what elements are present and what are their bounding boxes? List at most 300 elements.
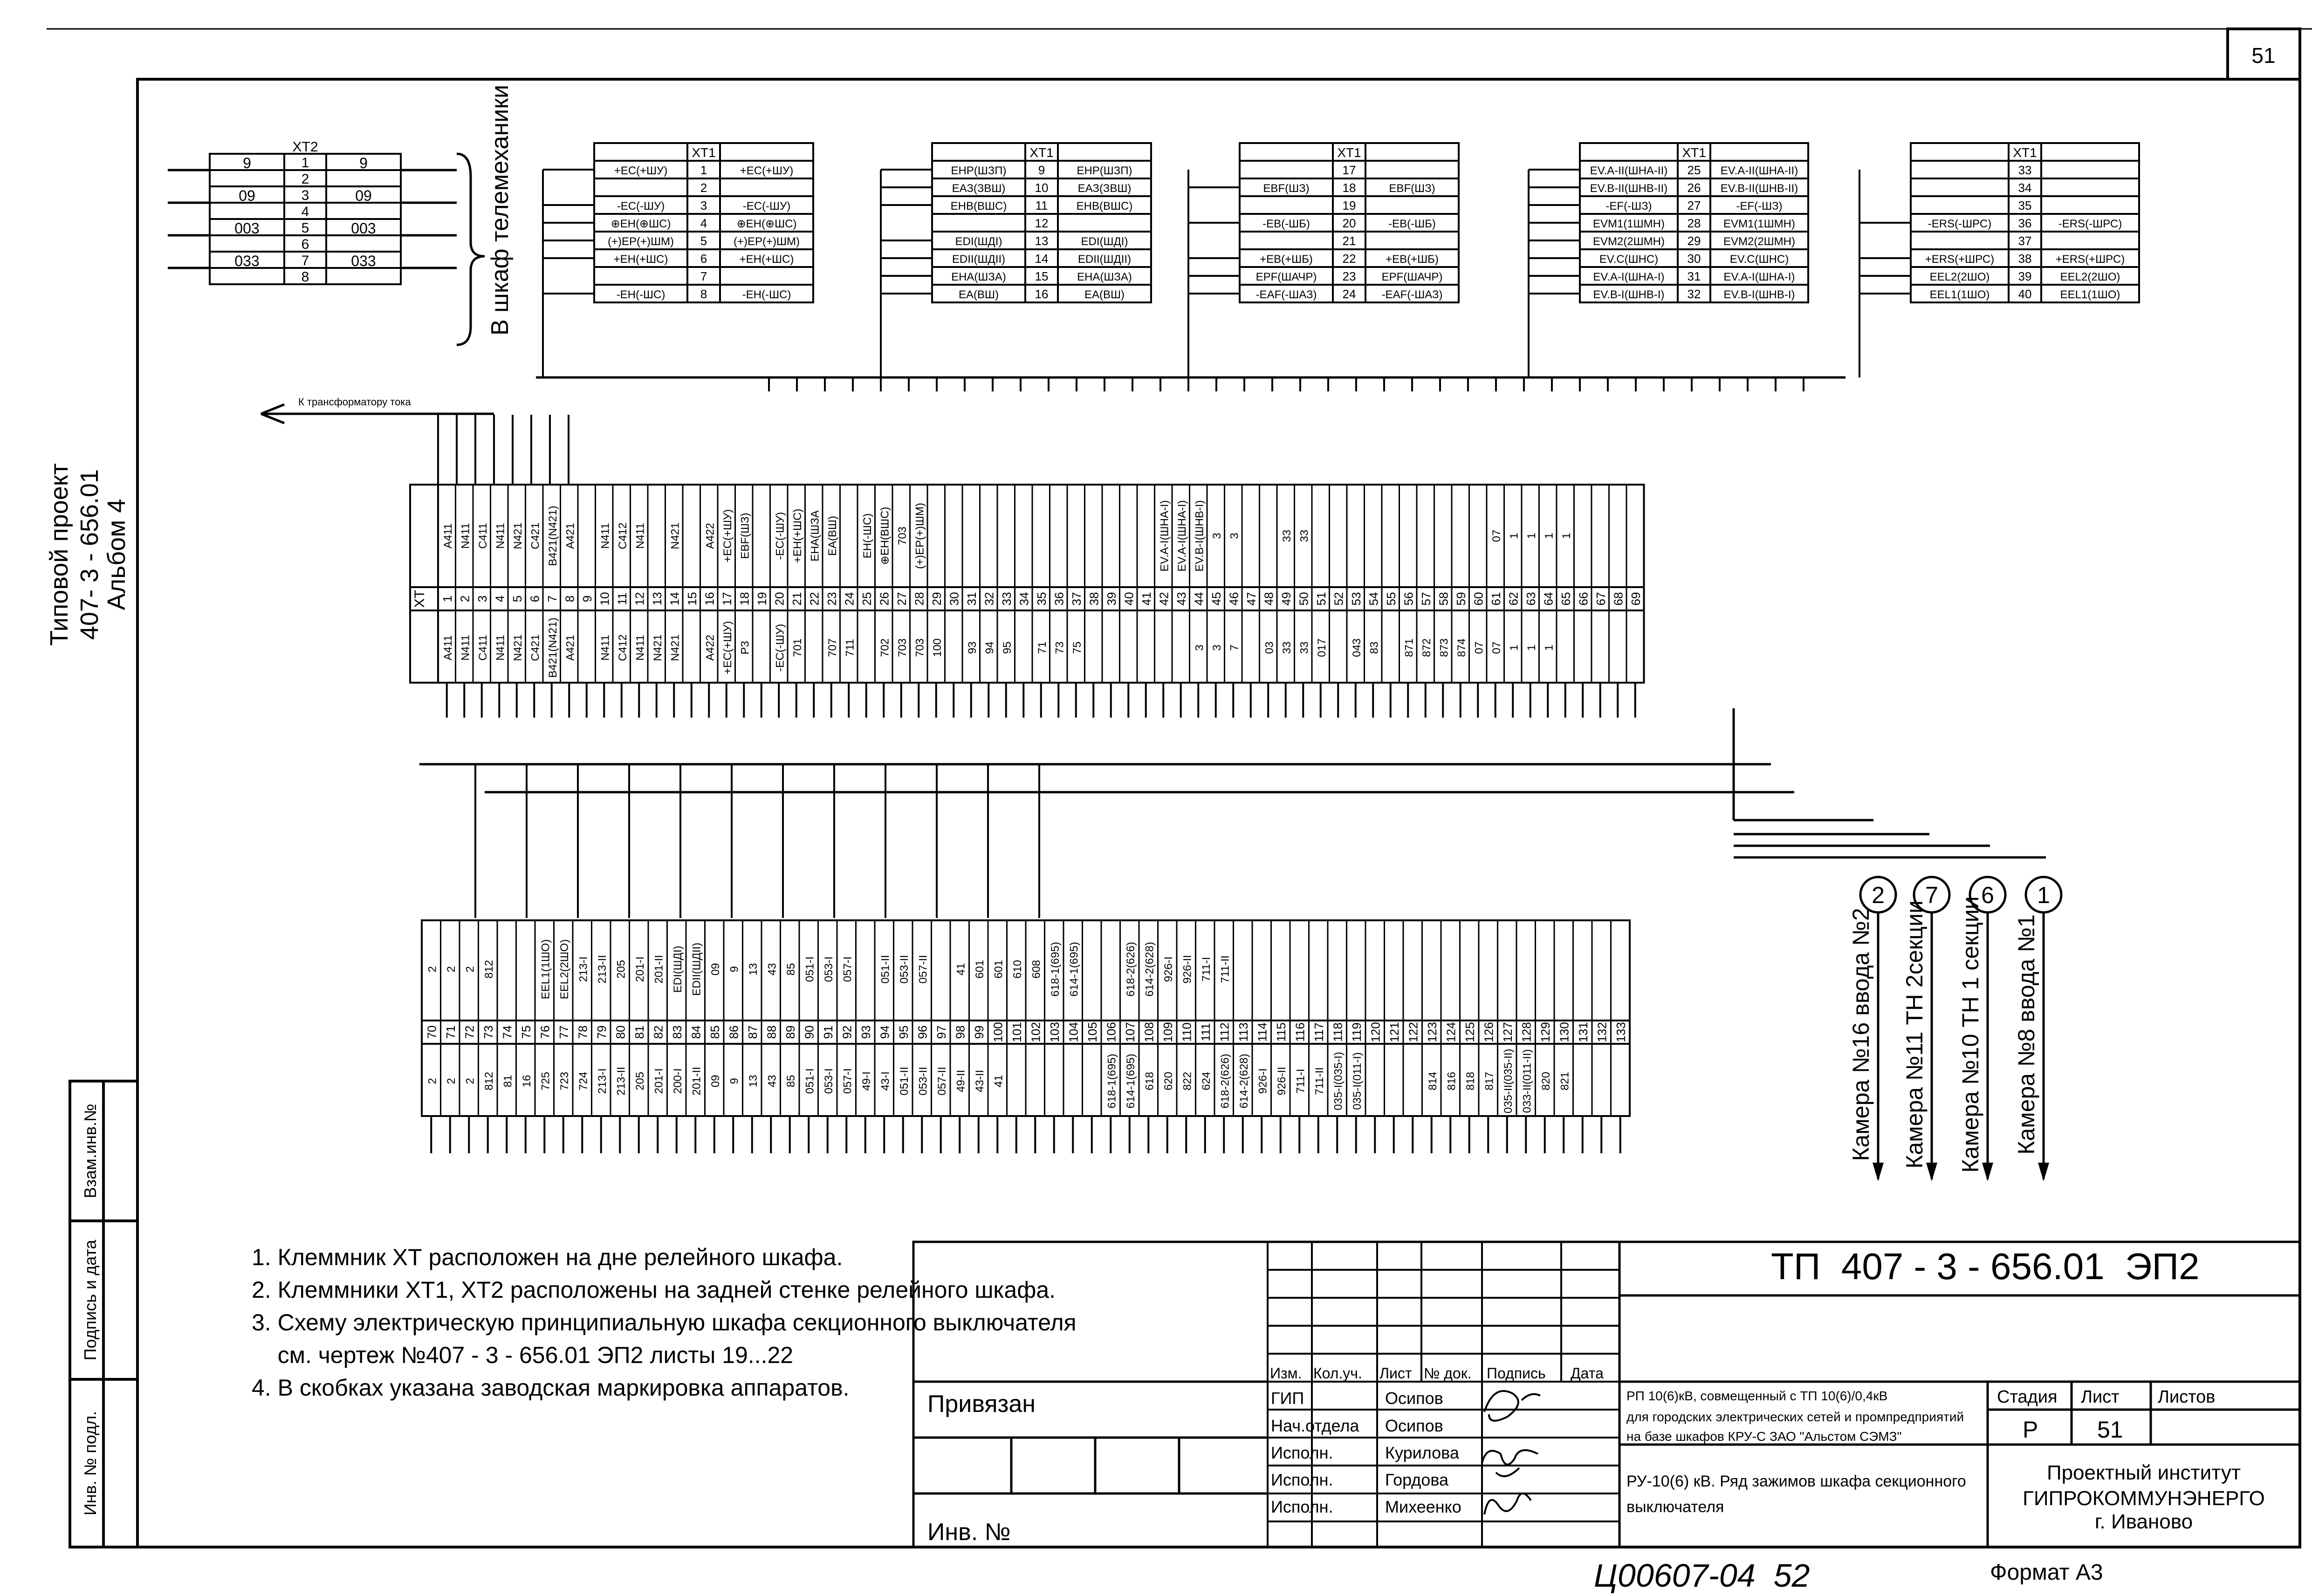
title-block [913, 1242, 2300, 1547]
lower-terminal-number: 80 [613, 1025, 628, 1039]
xt-terminal-number: 12 [632, 592, 647, 606]
xt-terminal-number: 42 [1157, 592, 1171, 606]
lower-top-label: 051-I [803, 956, 816, 982]
lower-top-label: ЕЕL2(2ШО) [558, 939, 571, 1000]
cell [594, 267, 687, 285]
lower-top-label: 926-II [1181, 955, 1194, 984]
xt2-number: 1 [301, 155, 309, 171]
arrow-head [1873, 1163, 1884, 1181]
xt-terminal-number: 63 [1523, 592, 1538, 606]
xt1-number: 5 [700, 234, 707, 248]
camera-label: Камера №10 ТН 1 секции [1957, 896, 1983, 1173]
xt1-right: ЕDI(ШДI) [1081, 235, 1128, 248]
xt-terminal-number: 58 [1436, 592, 1451, 606]
xt1-number: 10 [1035, 181, 1049, 195]
xt1-left: +ЕС(+ШУ) [614, 164, 668, 177]
lower-terminal-number: 99 [972, 1025, 986, 1039]
cell [326, 268, 401, 284]
xt1-right: -ЕRS(-ШРС) [2058, 218, 2122, 230]
lower-top-label: 711-II [1219, 955, 1232, 983]
lower-top-label: 057-I [841, 956, 854, 982]
privyazan: Привязан [927, 1391, 1036, 1418]
xt1-number: 8 [700, 287, 707, 301]
xt-terminal-number: 26 [877, 592, 892, 606]
lower-top-label: 614-1(695) [1068, 942, 1081, 997]
xt-bottom-label: N411 [599, 635, 612, 661]
xt1-right: ЕРF(ШАЧР) [1381, 271, 1443, 283]
xt1-right: ЕЕL1(1ШО) [2060, 288, 2120, 301]
xt-bottom-label: В421(N421) [546, 617, 559, 678]
cell [594, 178, 687, 196]
xt1-right: -ЕС(-ШУ) [742, 200, 791, 212]
left-strip-labels [81, 1103, 100, 1515]
xt-bottom-label: 874 [1455, 638, 1468, 658]
camera-label: Камера №16 ввода №2 [1848, 908, 1874, 1161]
lower-bottom-label: 035-I(011-I) [1351, 1052, 1364, 1110]
xt1-header: ХТ1 [1337, 145, 1361, 160]
xt-top-label: 3 [1210, 533, 1223, 539]
xt1-number: 20 [1342, 216, 1356, 230]
xt-bottom-label: 33 [1298, 641, 1311, 654]
lower-terminal-number: 85 [707, 1025, 722, 1039]
lower-bottom-label: 2 [445, 1078, 458, 1084]
xt1-left: ЕНА(ШЗА) [951, 271, 1006, 283]
xt-terminal-number: 11 [615, 592, 629, 605]
lower-bottom-label: 812 [482, 1071, 495, 1091]
xt1-left: +ЕRS(+ШРС) [1925, 253, 1995, 266]
lower-terminal-number: 96 [915, 1025, 930, 1039]
lower-bottom-label: 816 [1445, 1071, 1458, 1091]
lower-bottom-label: 821 [1558, 1071, 1571, 1091]
svg-text:Осипов: Осипов [1385, 1389, 1443, 1408]
xt-terminal-number: 30 [947, 592, 961, 606]
xt1-number: 21 [1342, 234, 1356, 248]
xt1-right: +ЕН(+ШС) [739, 253, 794, 266]
xt-top-label: ЕА(ВШ) [826, 515, 839, 556]
lower-bottom-label: 2 [426, 1078, 439, 1084]
xt1-number: 19 [1342, 199, 1356, 212]
xt-top-label: 1 [1525, 533, 1538, 539]
xt1-number: 15 [1035, 269, 1049, 283]
svg-text:Альбом 4: Альбом 4 [103, 499, 130, 610]
cell [1365, 196, 1459, 214]
cell [1580, 143, 1678, 161]
xt-bottom-label: 07 [1490, 641, 1503, 654]
xt-bottom-label: 703 [896, 638, 909, 658]
signature-1 [1484, 1391, 1540, 1421]
lower-terminal-number: 124 [1444, 1022, 1458, 1042]
lower-terminal-number: 76 [538, 1025, 552, 1039]
lower-terminal-number: 72 [462, 1025, 477, 1039]
lower-top-label: 201-I [633, 956, 646, 982]
lower-bottom-label: 43 [766, 1075, 779, 1088]
lower-bottom-label: 43-I [879, 1071, 892, 1091]
xt-terminal-number: 21 [789, 592, 804, 606]
xt-terminal-number: 33 [999, 592, 1014, 606]
xt1-left: ⊕ЕН(⊕ШС) [611, 218, 671, 230]
xt1-left: ЕV.B-I(ШНВ-I) [1593, 288, 1665, 301]
xt2-number: 6 [301, 237, 309, 252]
xt-terminal-number: 25 [859, 592, 874, 606]
xt-bottom-label: 703 [913, 638, 926, 658]
lower-bottom-label: 818 [1464, 1071, 1477, 1091]
xt-terminal-number: 3 [475, 595, 489, 603]
lower-bottom-label: 49-I [860, 1071, 873, 1091]
xt1-left: -ЕF(-ШЗ) [1605, 200, 1652, 212]
lower-bottom-label: 41 [992, 1075, 1005, 1088]
lower-bottom-label: 725 [539, 1071, 552, 1091]
xt1-header: ХТ1 [2013, 145, 2037, 160]
xt-terminal-number: 62 [1506, 592, 1521, 606]
xt1-left: ЕАЗ(ЗВШ) [952, 182, 1006, 195]
xt-bottom-label: 1 [1508, 644, 1521, 651]
xt-bottom-label: 871 [1403, 638, 1416, 658]
cell [932, 214, 1025, 232]
xt1-terminal-blocks [543, 143, 2139, 377]
xt-terminal-number: 27 [894, 592, 909, 606]
xt1-left: ЕV.C(ШНС) [1599, 253, 1659, 266]
xt2-left: 9 [243, 155, 251, 171]
lower-top-label: 711-I [1200, 957, 1213, 982]
lower-terminal-number: 105 [1085, 1022, 1099, 1042]
xt1-right: +ЕВ(+ШБ) [1386, 253, 1439, 266]
xt1-left: (+)ЕР(+)ШМ) [608, 235, 674, 248]
xt1-number: 25 [1687, 163, 1701, 177]
xt1-right: ЕV.A-I(ШНА-I) [1723, 271, 1795, 283]
svg-text:для городских электрических се: для городских электрических сетей и промпредприятий [1626, 1410, 1964, 1424]
lower-bottom-label: 9 [728, 1078, 741, 1084]
xt-terminal-number: 52 [1331, 592, 1346, 606]
lower-terminal-number: 89 [783, 1025, 797, 1039]
xt-bottom-label: -ЕС(-ШУ) [774, 623, 787, 672]
arrow-head [2038, 1163, 2049, 1181]
xt-top-label: 07 [1490, 529, 1503, 542]
xt1-left: ЕА(ВШ) [958, 288, 999, 301]
xt1-left: ЕНР(ШЗП) [951, 164, 1007, 177]
xt-terminal-number: 17 [720, 592, 734, 606]
xt-terminal-number: 44 [1192, 592, 1206, 606]
cell [1058, 143, 1151, 161]
xt-bottom-label: 873 [1438, 638, 1451, 658]
xt-terminal-number: 40 [1122, 592, 1136, 606]
xt-terminal-number: 16 [702, 592, 717, 606]
xt-bottom-label: 1 [1543, 644, 1556, 651]
xt-bottom-label: 701 [791, 638, 804, 658]
xt-bottom-label: 707 [826, 638, 839, 658]
camera-marker-number: 7 [1925, 882, 1938, 908]
cell [1911, 161, 2009, 178]
cell [2041, 143, 2139, 161]
lower-terminal-number: 130 [1557, 1022, 1571, 1042]
xt1-number: 4 [700, 216, 707, 230]
xt1-number: 9 [1038, 163, 1045, 177]
xt1-right: -ЕВ(-ШБ) [1388, 218, 1436, 230]
lower-bottom-label: 13 [747, 1075, 760, 1088]
xt-terminal-number: 4 [493, 595, 507, 603]
lower-terminal-number: 123 [1425, 1022, 1439, 1042]
lower-top-label: 618-2(626) [1124, 942, 1137, 997]
xt-terminal-number: 2 [458, 595, 472, 603]
xt1-header: ХТ1 [1029, 145, 1054, 160]
lower-top-label: 601 [992, 959, 1005, 979]
xt1-left: ЕНВ(ВШС) [950, 200, 1007, 212]
svg-text:Гордова: Гордова [1385, 1470, 1449, 1489]
xt1-number: 12 [1035, 216, 1049, 230]
xt-terminal-number: 60 [1471, 592, 1486, 606]
xt-bottom-label: 1 [1525, 644, 1538, 651]
xt1-right: ЕАЗ(ЗВШ) [1077, 182, 1132, 195]
lower-top-label: 2 [464, 966, 477, 973]
svg-text:Осипов: Осипов [1385, 1416, 1443, 1435]
lower-terminal-number: 128 [1519, 1022, 1534, 1042]
lower-top-label: 205 [615, 959, 628, 979]
xt1-left: ЕV.A-I(ШНА-I) [1593, 271, 1665, 283]
xt-terminal-number: 36 [1052, 592, 1066, 606]
cell [2041, 232, 2139, 249]
xt-terminal-number: 6 [528, 595, 542, 603]
xt-top-label: N411 [494, 523, 507, 549]
svg-text:РП 10(6)кВ, совмещенный с ТП 1: РП 10(6)кВ, совмещенный с ТП 10(6)/0,4кВ [1626, 1389, 1888, 1403]
xt1-left: -ЕАF(-ШАЗ) [1255, 288, 1317, 301]
note-2: 2. Клеммники ХТ1, ХТ2 расположены на задней стенке релейного шкафа. [252, 1277, 1056, 1303]
lower-terminal-number: 103 [1047, 1022, 1062, 1042]
lower-top-label: 41 [954, 963, 967, 976]
lower-terminal-number: 125 [1462, 1022, 1477, 1042]
svg-text:Подпись: Подпись [1487, 1365, 1546, 1382]
xt2-right: 09 [355, 187, 372, 204]
sheet-number: 51 [2251, 43, 2276, 68]
lower-bottom-label: 213-I [596, 1068, 609, 1094]
xt-terminal-number: 48 [1262, 592, 1276, 606]
xt1-left: -ЕН(-ШС) [616, 288, 665, 301]
xt-top-label: 33 [1298, 529, 1311, 542]
lower-bottom-label: 035-I(035-I) [1332, 1052, 1345, 1110]
lower-top-label: 608 [1030, 959, 1043, 979]
lower-bottom-label: 723 [558, 1071, 571, 1091]
xt-terminal-number: 28 [912, 592, 926, 606]
lower-bottom-label: 618 [1143, 1071, 1156, 1091]
xt1-left: ЕЕL1(1ШО) [1929, 288, 1990, 301]
lower-terminal-number: 84 [689, 1025, 703, 1039]
xt2-number: 7 [301, 253, 309, 268]
xt-terminal-number: 7 [545, 595, 559, 603]
xt1-left: +ЕВ(+ШБ) [1260, 253, 1313, 266]
lower-bottom-label: 053-II [917, 1067, 930, 1096]
lower-bottom-label: 817 [1483, 1071, 1496, 1091]
lower-bottom-label: 051-II [898, 1067, 911, 1096]
xt-terminal-number: 34 [1017, 592, 1031, 606]
cell [210, 235, 284, 252]
svg-text:Лист: Лист [2081, 1387, 2120, 1407]
lower-terminal-strip [422, 920, 1630, 1153]
lower-bottom-label: 822 [1181, 1071, 1194, 1091]
xt-bottom-label: С412 [616, 634, 629, 661]
xt-top-label: ЕV.A-I(ШНА-I) [1158, 500, 1171, 572]
lower-bottom-label: 614-1(695) [1124, 1054, 1137, 1109]
cell [1240, 161, 1333, 178]
xt-terminal-number: 1 [440, 595, 454, 603]
xt-terminal-number: 45 [1209, 592, 1223, 606]
xt-bottom-label: 07 [1473, 641, 1486, 654]
cell [932, 143, 1025, 161]
xt-bottom-label: 93 [966, 641, 979, 654]
xt-terminal-number: 66 [1576, 592, 1591, 606]
lower-terminal-number: 82 [651, 1025, 665, 1039]
xt-terminal-number: 49 [1279, 592, 1293, 606]
lower-terminal-number: 70 [425, 1025, 439, 1039]
xt-bottom-label: 872 [1420, 638, 1433, 658]
lower-terminal-number: 100 [991, 1022, 1005, 1042]
xt-header: ХТ [412, 589, 427, 608]
lower-top-label: 051-II [879, 955, 892, 984]
xt1-header: ХТ1 [692, 145, 716, 160]
xt1-number: 3 [700, 199, 707, 212]
lower-terminal-number: 131 [1576, 1022, 1590, 1042]
xt-top-label: А422 [704, 522, 717, 549]
cell [1911, 196, 2009, 214]
xt1-left: +ЕН(+ШС) [613, 253, 668, 266]
lower-terminal-number: 91 [821, 1025, 835, 1039]
lower-bottom-label: 624 [1200, 1071, 1213, 1091]
xt1-right: ЕDII(ШДII) [1077, 253, 1132, 266]
xt1-left: ЕЕL2(2ШО) [1929, 271, 1990, 283]
svg-text:Стадия: Стадия [1997, 1387, 2058, 1407]
xt1-right: ЕVМ1(1ШМН) [1723, 218, 1796, 230]
xt1-right: ЕНВ(ВШС) [1076, 200, 1133, 212]
xt1-number: 29 [1687, 234, 1701, 248]
lower-bottom-label: 85 [784, 1075, 797, 1088]
svg-text:Подпись и дата: Подпись и дата [81, 1240, 100, 1361]
xt-terminal-number: 29 [929, 592, 944, 606]
xt-top-label: N421 [669, 522, 682, 549]
xt-bottom-label: А421 [564, 634, 577, 661]
xt-terminal-number: 57 [1419, 592, 1433, 606]
svg-text:Листов: Листов [2158, 1387, 2216, 1407]
lower-terminal-number: 116 [1293, 1022, 1307, 1042]
lower-bottom-label: 09 [709, 1075, 722, 1088]
xt2-left: 033 [234, 253, 260, 269]
lower-top-label: 614-2(628) [1143, 942, 1156, 997]
xt-terminal-number: 43 [1174, 592, 1188, 606]
xt2-number: 2 [301, 171, 309, 187]
xt-top-label: (+)ЕР(+)ШМ) [913, 503, 926, 569]
lower-top-label: ЕDI(ШДI) [671, 945, 684, 993]
xt-bottom-label: 33 [1280, 641, 1293, 654]
xt1-number: 14 [1035, 252, 1049, 266]
xt-terminal-number: 23 [824, 592, 839, 606]
lower-top-label: 618-1(695) [1049, 942, 1062, 997]
xt1-number: 33 [2018, 163, 2032, 177]
lower-bottom-label: 711-II [1313, 1067, 1326, 1095]
cell [210, 268, 284, 284]
xt-terminal-number: 37 [1069, 592, 1084, 606]
xt-top-label: N411 [599, 523, 612, 549]
xt-top-label: А421 [564, 522, 577, 549]
lower-bottom-label: 926-II [1275, 1067, 1288, 1096]
cell [594, 143, 687, 161]
xt1-left: ЕDI(ШДI) [955, 235, 1002, 248]
svg-text:Исполн.: Исполн. [1271, 1470, 1333, 1489]
xt-bottom-label: 71 [1036, 641, 1049, 654]
svg-text:Нач.отдела: Нач.отдела [1271, 1416, 1359, 1435]
xt-terminal-number: 68 [1611, 592, 1626, 606]
xt1-number: 17 [1342, 163, 1356, 177]
xt-terminal-number: 8 [563, 595, 577, 603]
xt-top-label: N411 [459, 523, 472, 549]
cell [2041, 161, 2139, 178]
lower-top-label: 213-I [577, 956, 590, 982]
xt-top-label: А411 [441, 523, 454, 549]
lower-bottom-label: 814 [1426, 1071, 1439, 1091]
xt2-right: 003 [351, 220, 376, 237]
svg-text:№ док.: № док. [1424, 1365, 1472, 1382]
svg-text:К трансформатору тока: К трансформатору тока [298, 396, 411, 408]
lower-top-label: 9 [728, 966, 741, 973]
svg-text:Кол.уч.: Кол.уч. [1313, 1365, 1362, 1382]
xt1-right: ЕV.A-II(ШНА-II) [1720, 164, 1798, 177]
xt-terminal-number: 47 [1244, 592, 1258, 606]
signature-3 [1484, 1493, 1531, 1514]
xt-terminal-number: 55 [1384, 592, 1398, 606]
xt1-right: -ЕF(-ШЗ) [1736, 200, 1783, 212]
lower-terminal-number: 119 [1349, 1022, 1364, 1042]
xt1-right: ЕНА(ШЗА) [1077, 271, 1132, 283]
cell [1240, 232, 1333, 249]
xt1-header: ХТ1 [1682, 145, 1706, 160]
cell [326, 203, 401, 219]
xt-terminal-number: 65 [1558, 592, 1573, 606]
lower-bottom-label: 711-I [1294, 1069, 1307, 1094]
xt-top-label: +ЕН(+ШС) [791, 508, 804, 563]
xt-bottom-label: N421 [511, 634, 524, 661]
xt1-number: 28 [1687, 216, 1701, 230]
lower-terminal-number: 129 [1538, 1022, 1552, 1042]
xt1-number: 16 [1035, 287, 1049, 301]
xt-top-label: С421 [529, 522, 542, 549]
telemech-label: В шкаф телемеханики [487, 84, 514, 336]
note-3: 3. Схему электрическую принципиальную шкафа секционного выключателя [252, 1309, 1077, 1336]
xt1-right: ЕVМ2(2ШМН) [1723, 235, 1796, 248]
lower-terminal-number: 97 [934, 1025, 948, 1039]
xt1-right: +ЕRS(+ШРС) [2055, 253, 2125, 266]
cell [326, 235, 401, 252]
cell [1911, 232, 2009, 249]
xt1-right: (+)ЕР(+)ШМ) [734, 235, 800, 248]
xt-top-label: 1 [1508, 533, 1521, 539]
xt1-number: 24 [1342, 287, 1356, 301]
xt2-number: 8 [301, 269, 309, 285]
lower-top-label: ЕDII(ШДII) [690, 942, 703, 996]
telemech-brace [457, 154, 485, 345]
xt-top-label: 703 [896, 526, 909, 546]
cell [1365, 143, 1459, 161]
xt1-number: 2 [700, 181, 707, 195]
xt1-number: 40 [2018, 287, 2032, 301]
xt-bottom-label: 100 [931, 638, 944, 658]
xt2-right: 9 [359, 155, 368, 171]
xt-bottom-label: 73 [1053, 641, 1066, 654]
cell [1240, 143, 1333, 161]
xt1-number: 26 [1687, 181, 1701, 195]
xt-terminal-strip [410, 485, 1644, 718]
svg-text:Проектный институт: Проектный институт [2046, 1461, 2241, 1484]
lower-terminal-number: 98 [953, 1025, 967, 1039]
xt1-number: 34 [2018, 181, 2032, 195]
xt2-left: 09 [239, 187, 255, 204]
xt1-right: -ЕАF(-ШАЗ) [1381, 288, 1443, 301]
lower-terminal-number: 106 [1104, 1022, 1118, 1042]
xt-terminal-number: 5 [510, 595, 524, 603]
